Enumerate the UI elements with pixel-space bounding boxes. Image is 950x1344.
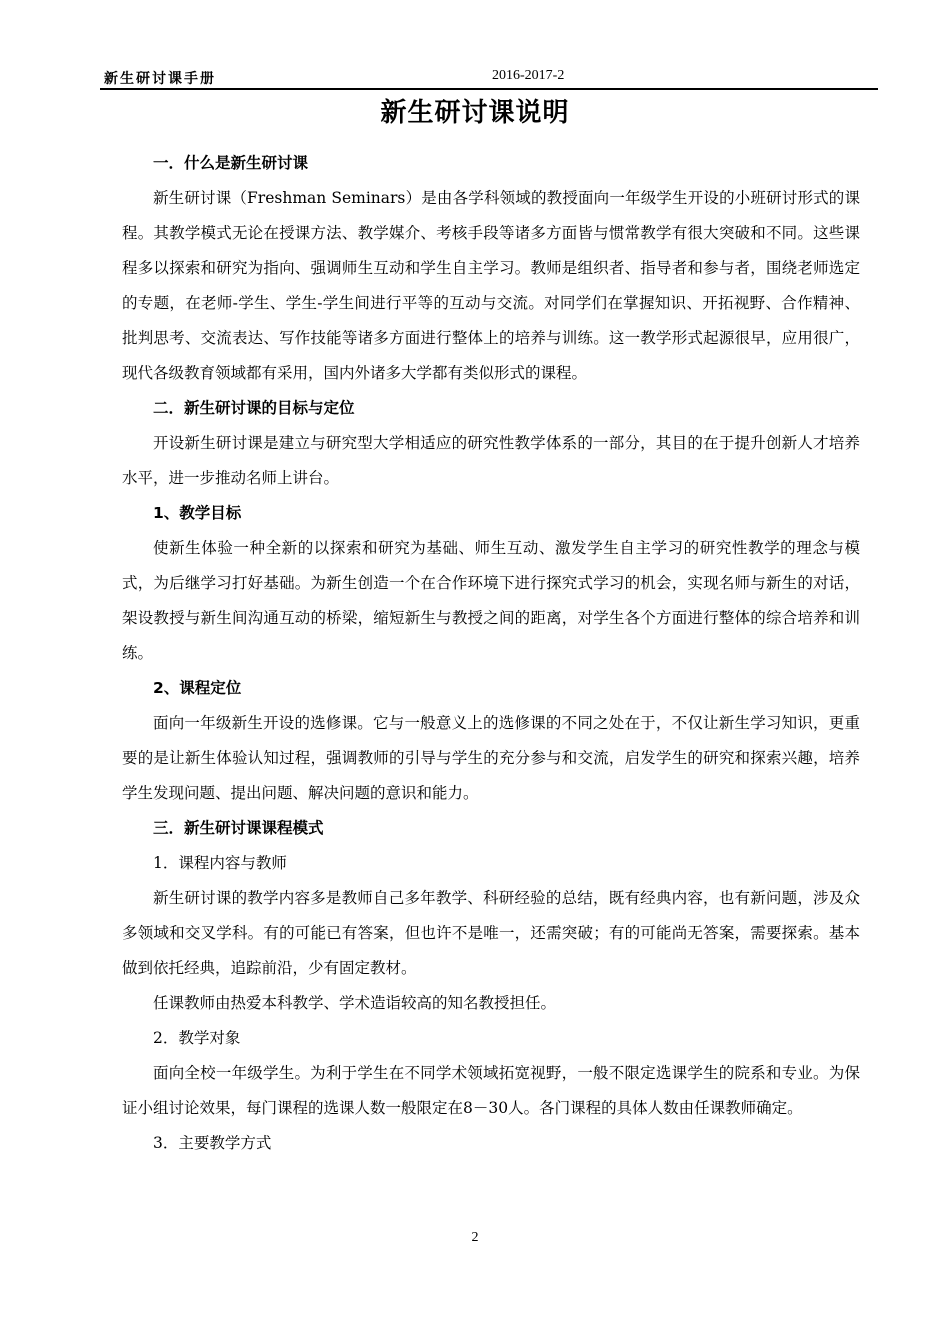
paragraph: 新生研讨课的教学内容多是教师自己多年教学、科研经验的总结，既有经典内容，也有新问题，涉及众多领域和交叉学科。有的可能已有答案，但也许不是唯一，还需突破；有的可能尚无答案，需要探索。基本做到依托经典，追踪前沿，少有固定教材。 xyxy=(122,889,860,977)
header-handbook-title: 新生研讨课手册 xyxy=(104,71,216,87)
paragraph: 新生研讨课（Freshman Seminars）是由各学科领域的教授面向一年级学生开设的小班研讨形式的课程。其教学模式无论在授课方法、教学媒介、考核手段等诸多方面皆与惯常教学有很大突破和不同。这些课程多以探索和研究为指向、强调师生互动和学生自主学习。教师是组织者、指导者和参与者，围绕老师选定的专题，在老师-学生、学生-学生间进行平等的互动与交流。对同学们在掌握知识、开拓视野、合作精神、批判思考、交流表达、写作技能等诸多方面进行整体上的培养与训练。这一教学形式起源很早，应用很广，现代各级教育领域都有采用，国内外诸多大学都有类似形式的课程。 xyxy=(122,189,860,382)
header-term: 2016-2017-2 xyxy=(492,68,565,83)
paragraph: 开设新生研讨课是建立与研究型大学相适应的研究性教学体系的一部分，其目的在于提升创新人才培养水平，进一步推动名师上讲台。 xyxy=(122,434,860,487)
paragraph: 面向一年级新生开设的选修课。它与一般意义上的选修课的不同之处在于，不仅让新生学习知识，更重要的是让新生体验认知过程，强调教师的引导与学生的充分参与和交流，启发学生的研究和探索兴趣，培养学生发现问题、提出问题、解决问题的意识和能力。 xyxy=(122,714,860,802)
header-rule xyxy=(100,88,878,90)
subsection-heading-course-positioning: 2、课程定位 xyxy=(153,679,242,697)
document-body xyxy=(122,146,860,1161)
page-number: 2 xyxy=(471,1230,479,1245)
subsection-heading-content-teachers: 1．课程内容与教师 xyxy=(153,854,287,872)
section-heading-1: 一．什么是新生研讨课 xyxy=(153,154,309,172)
paragraph: 任课教师由热爱本科教学、学术造诣较高的知名教授担任。 xyxy=(153,994,557,1012)
subsection-heading-teaching-methods: 3．主要教学方式 xyxy=(153,1134,272,1152)
paragraph: 使新生体验一种全新的以探索和研究为基础、师生互动、激发学生自主学习的研究性教学的理念与模式，为后继学习打好基础。为新生创造一个在合作环境下进行探究式学习的机会，实现名师与新生的对话，架设教授与新生间沟通互动的桥梁，缩短新生与教授之间的距离，对学生各个方面进行整体的综合培养和训练。 xyxy=(122,539,860,662)
section-heading-2: 二．新生研讨课的目标与定位 xyxy=(153,399,355,417)
subsection-heading-audience: 2．教学对象 xyxy=(153,1029,241,1047)
subsection-heading-teaching-goals: 1、教学目标 xyxy=(153,504,242,522)
page-header xyxy=(100,64,878,88)
section-heading-3: 三．新生研讨课课程模式 xyxy=(153,819,324,837)
paragraph: 面向全校一年级学生。为利于学生在不同学术领域拓宽视野，一般不限定选课学生的院系和专业。为保证小组讨论效果，每门课程的选课人数一般限定在8－30人。各门课程的具体人数由任课教师确定。 xyxy=(122,1064,860,1117)
page-title: 新生研讨课说明 xyxy=(380,98,570,128)
